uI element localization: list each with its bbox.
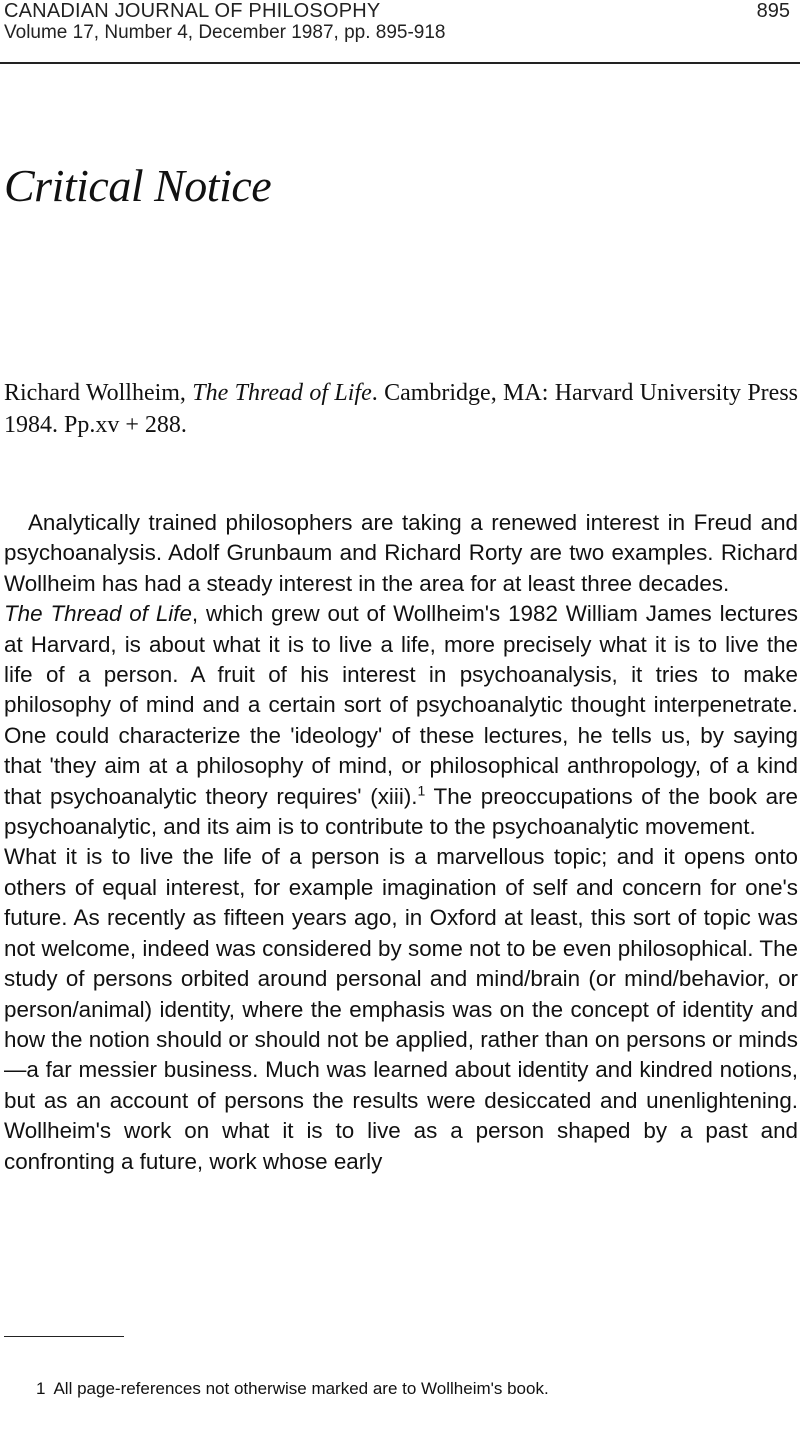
citation-author: Richard Wollheim, — [4, 380, 193, 406]
journal-name: CANADIAN JOURNAL OF PHILOSOPHY — [4, 0, 381, 22]
section-title: Critical Notice — [4, 160, 272, 211]
footnote-text: All page-references not otherwise marked are to Wollheim's book. — [53, 1379, 549, 1398]
body-text — [4, 508, 798, 1177]
citation-book-title: The Thread of Life — [192, 380, 372, 406]
paragraph-2-text: , which grew out of Wollheim's 1982 William James lectures at Harvard, is about what it is to live a life, more precisely what it is to live the life of a person. A fruit of his interest in psychoanalysis, it tries to make philosophy of mind and a certain sort of psychoanalytic thought interpenetrate. One could characterize the 'ideology' of these lectures, he tells us, by saying that 'they aim at a philosophy of mind, or philosophical anthropology, of a kind that psychoanalytic theory requires' (xiii). — [4, 601, 798, 809]
running-header — [4, 0, 796, 44]
paragraph-2 — [4, 599, 798, 842]
header-rule — [0, 62, 800, 64]
page-number: 895 — [756, 0, 790, 22]
volume-info: Volume 17, Number 4, December 1987, pp. 895-918 — [4, 22, 446, 43]
footnote — [36, 1378, 549, 1400]
paragraph-2-tail: The preoccupations of the book are psychoanalytic, and its aim is to contribute to the psychoanalytic movement. — [4, 783, 798, 840]
footnote-number: 1 — [36, 1379, 46, 1398]
paragraph-3: What it is to live the life of a person is a marvellous topic; and it opens onto others of equal interest, for example imagination of self and concern for one's future. As recently as fifteen years ago, in Oxford at least, this sort of topic was not welcome, indeed was considered by some not to be even philosophical. The study of persons orbited around personal and mind/brain (or mind/behavior, or person/animal) identity, where the emphasis was on the concept of identity and how the notion should or should not be applied, rather than on persons or minds—a far messier business. Much was learned about identity and kindred notions, but as an account of persons the results were desiccated and unenlightening. Wollheim's work on what it is to live as a person shaped by a past and confronting a future, work whose early — [4, 844, 798, 1174]
footnote-marker: 1 — [417, 782, 426, 799]
paragraph-2-book-title: The Thread of Life — [4, 601, 192, 627]
paragraph-1: Analytically trained philosophers are taking a renewed interest in Freud and psychoanalysis. Adolf Grunbaum and Richard Rorty are two examples. Richard Wollheim has had a steady interest in the area for at least three decades. — [4, 510, 798, 596]
citation-publication: . Cambridge, MA: Harvard University Press 1984. Pp.xv + 288. — [4, 380, 799, 438]
footnote-rule — [4, 1336, 124, 1337]
book-citation — [4, 377, 798, 441]
